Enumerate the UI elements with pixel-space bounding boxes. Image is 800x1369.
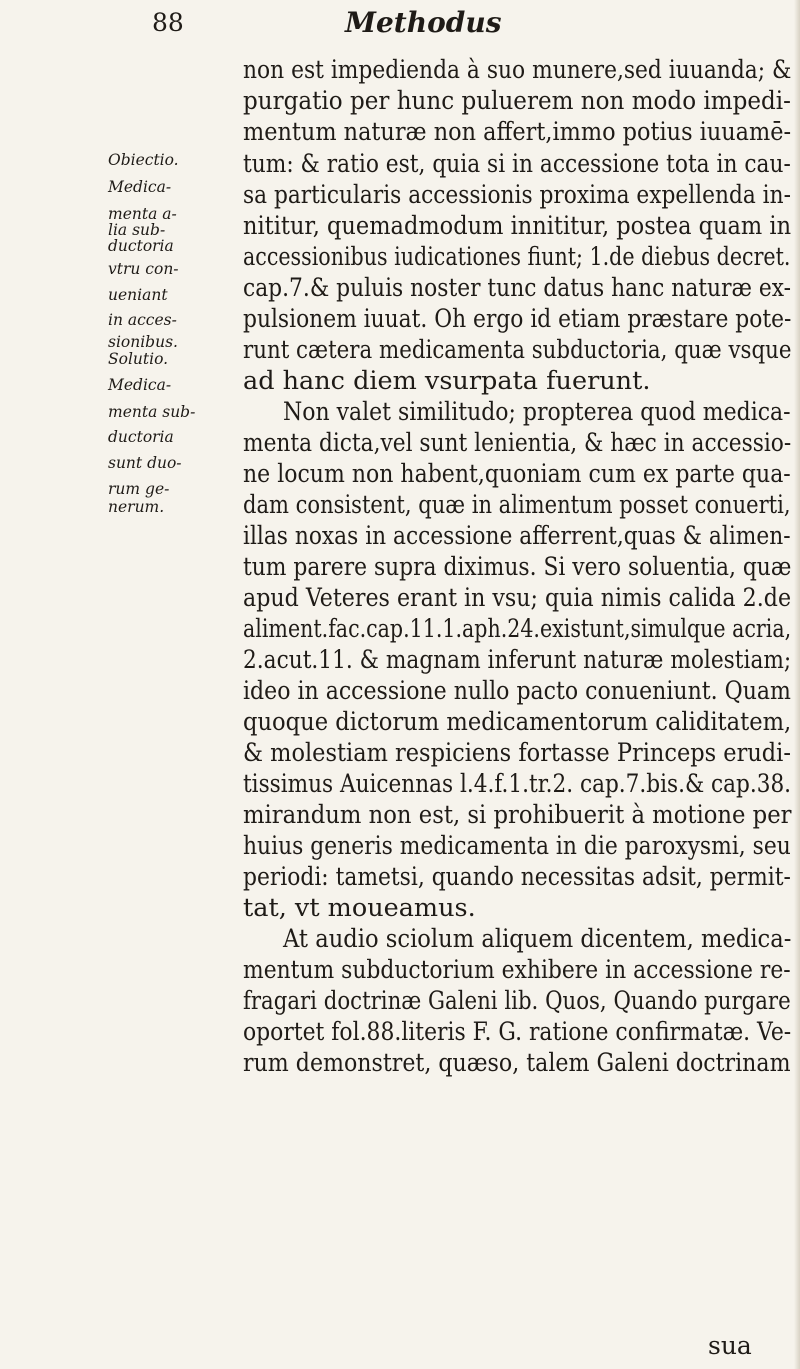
marginal-note: sionibus. (108, 333, 178, 351)
text-line: quoque dictorum medicamentorum caliditatem, (243, 707, 792, 737)
marginal-note: ueniant (108, 286, 168, 304)
text-line: periodi: tametsi, quando necessitas adsit, permit- (243, 862, 791, 892)
text-line: dam consistent, quæ in alimentum posset conuerti, (243, 490, 791, 520)
text-line: sa particularis accessionis proxima expellenda in- (243, 180, 791, 210)
marginal-note: nerum. (108, 498, 165, 516)
text-line: rum demonstret, quæso, talem Galeni doctrinam (243, 1048, 791, 1078)
text-line: ne locum non habent,quoniam cum ex parte qua- (243, 459, 791, 489)
marginal-note: menta sub- (108, 403, 196, 421)
text-line: & molestiam respiciens fortasse Princeps erudi- (243, 738, 791, 768)
text-line: tat, vt moueamus. (243, 893, 476, 923)
text-line: pulsionem iuuat. Oh ergo id etiam præstare pote- (243, 304, 792, 334)
text-line: tissimus Auicennas l.4.f.1.tr.2. cap.7.bis.& cap.38. (243, 769, 792, 799)
text-line: mirandum non est, si prohibuerit à motione per (243, 800, 792, 830)
folio-number: 88 (152, 8, 184, 37)
page-edge (794, 0, 800, 1369)
marginal-note: in acces- (108, 311, 177, 329)
text-line: tum: & ratio est, quia si in accessione tota in cau- (243, 149, 791, 179)
catchword: sua (708, 1331, 752, 1360)
marginal-note: vtru con- (108, 260, 179, 278)
text-line: huius generis medicamenta in die paroxysmi, seu (243, 831, 791, 861)
marginal-note: rum ge- (108, 480, 170, 498)
marginal-note: Medica- (108, 376, 172, 394)
text-line: At audio sciolum aliquem dicentem, medica- (283, 924, 792, 954)
marginal-note: menta a- (108, 205, 177, 223)
text-line: oportet fol.88.literis F. G. ratione confirmatæ. Ve- (243, 1017, 792, 1047)
text-line: Non valet similitudo; propterea quod medica- (283, 397, 791, 427)
text-line: runt cætera medicamenta subductoria, quæ vsque (243, 335, 792, 365)
marginal-note: sunt duo- (108, 454, 182, 472)
text-line: mentum subductorium exhibere in accessione re- (243, 955, 791, 985)
text-line: purgatio per hunc puluerem non modo impedi- (243, 86, 791, 116)
text-line: apud Veteres erant in vsu; quia nimis calida 2.de (243, 583, 792, 613)
text-line: illas noxas in accessione afferrent,quas & alimen- (243, 521, 791, 551)
text-line: cap.7.& puluis noster tunc datus hanc naturæ ex- (243, 273, 792, 303)
text-line: ad hanc diem vsurpata fuerunt. (243, 366, 651, 396)
marginal-note: Solutio. (108, 350, 169, 368)
running-head: Methodus (345, 6, 502, 39)
text-line: fragari doctrinæ Galeni lib. Quos, Quando purgare (243, 986, 791, 1016)
marginal-note: Obiectio. (108, 151, 179, 169)
text-line: tum parere supra diximus. Si vero soluentia, quæ (243, 552, 792, 582)
page-header (0, 4, 800, 44)
text-line: accessionibus iudicationes fiunt; 1.de diebus decret. (243, 242, 791, 272)
text-line: mentum naturæ non affert,immo potius iuuamē- (243, 117, 792, 147)
marginal-note: ductoria (108, 237, 174, 255)
marginal-note: Medica- (108, 178, 172, 196)
text-line: nititur, quemadmodum innititur, postea quam in (243, 211, 792, 241)
text-line: non est impedienda à suo munere,sed iuuanda; & (243, 55, 792, 85)
marginal-note: lia sub- (108, 221, 166, 239)
text-line: menta dicta,vel sunt lenientia, & hæc in accessio- (243, 428, 792, 458)
text-line: ideo in accessione nullo pacto conueniunt. Quam (243, 676, 791, 706)
text-line: 2.acut.11. & magnam inferunt naturæ molestiam; (243, 645, 792, 675)
marginal-note: ductoria (108, 428, 174, 446)
text-line: aliment.fac.cap.11.1.aph.24.existunt,simulque acria, (243, 614, 792, 644)
